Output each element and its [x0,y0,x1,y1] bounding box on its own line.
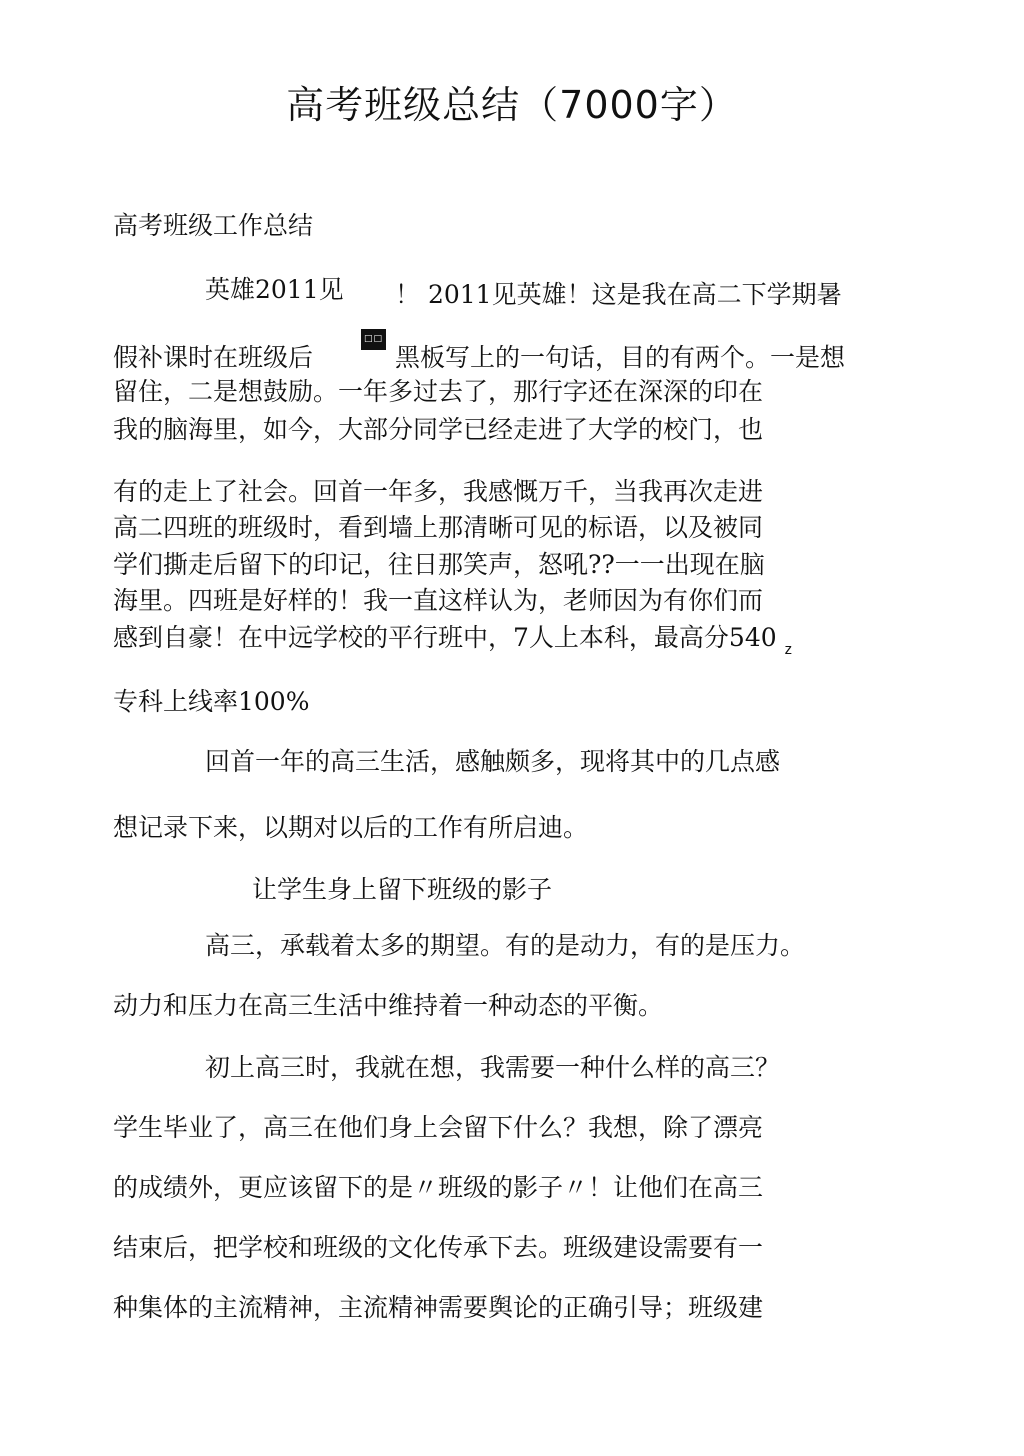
paragraph-line: ！ 2011见英雄！这是我在高二下学期暑 [395,280,842,309]
paragraph-line: 专科上线率100% [113,687,310,716]
paragraph-line: 高二四班的班级时，看到墙上那清晰可见的标语，以及被同 [113,513,764,542]
paragraph-line: 结束后，把学校和班级的文化传承下去。班级建设需要有一 [113,1233,764,1262]
paragraph-line: 想记录下来，以期对以后的工作有所启迪。 [113,813,589,842]
paragraph-line: 海里。四班是好样的！我一直这样认为，老师因为有你们而 [113,586,764,615]
paragraph-line: 学生毕业了，高三在他们身上会留下什么？我想，除了漂亮 [113,1113,764,1142]
paragraph-line: 的成绩外，更应该留下的是〃班级的影子〃！让他们在高三 [113,1173,764,1202]
paragraph-line: 回首一年的高三生活，感触颇多，现将其中的几点感 [205,747,781,776]
stray-mark: z [784,641,793,658]
paragraph-line: 高三，承载着太多的期望。有的是动力，有的是压力。 [205,931,806,960]
paragraph-line: 动力和压力在高三生活中维持着一种动态的平衡。 [113,991,664,1020]
document-title: 高考班级总结（7000字） [286,83,738,127]
paragraph-line: 假补课时在班级后 [113,343,314,372]
paragraph-line: 学们撕走后留下的印记，往日那笑声，怒吼??一一出现在脑 [113,550,765,579]
section-heading: 高考班级工作总结 [113,211,314,240]
paragraph-line: 有的走上了社会。回首一年多，我感慨万千，当我再次走进 [113,477,764,506]
paragraph-line: 种集体的主流精神，主流精神需要舆论的正确引导；班级建 [113,1293,764,1322]
paragraph-line: 黑板写上的一句话，目的有两个。一是想 [395,343,846,372]
paragraph-line: 我的脑海里，如今，大部分同学已经走进了大学的校门，也 [113,415,764,444]
paragraph-line: 初上高三时，我就在想，我需要一种什么样的高三？ [205,1053,781,1082]
paragraph-text: 感到自豪！在中远学校的平行班中，7人上本科，最高分540 [113,623,777,652]
paragraph-line: 英雄2011见 [205,275,344,304]
paragraph-line [113,620,792,660]
paragraph-line: 留住，二是想鼓励。一年多过去了，那行字还在深深的印在 [113,377,764,406]
subsection-heading: 让学生身上留下班级的影子 [252,875,553,904]
inline-glyph-icon: □□ [361,329,386,350]
